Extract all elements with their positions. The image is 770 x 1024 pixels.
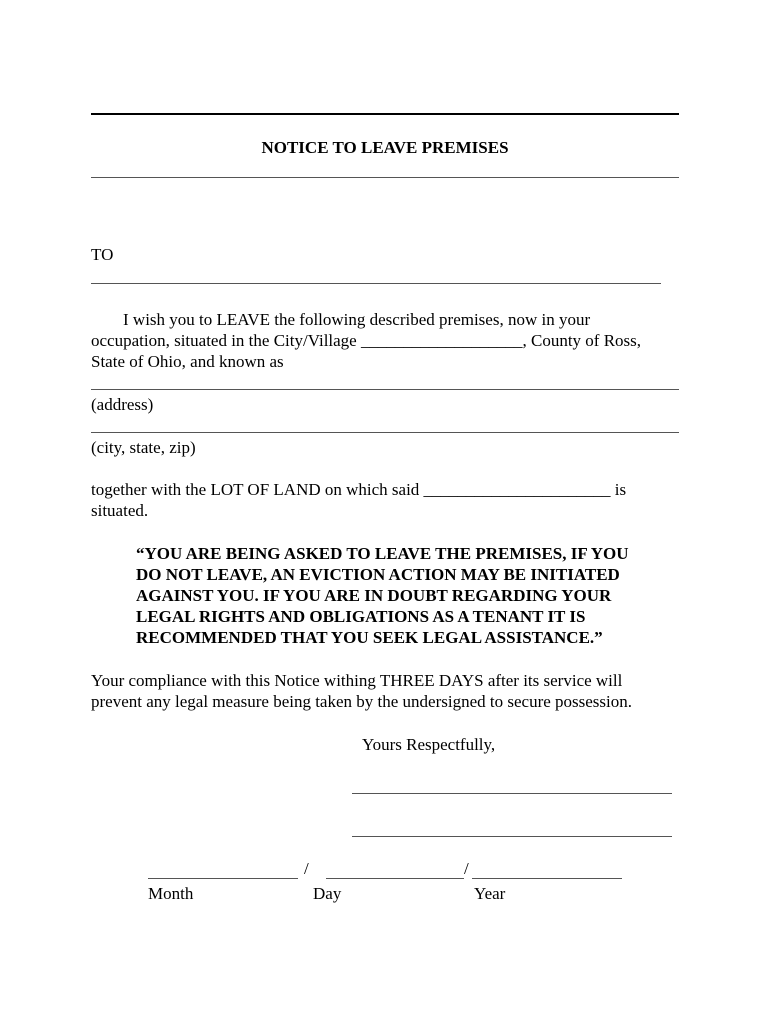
premises-line-2: occupation, situated in the City/Village ___________________, County of Ross, (91, 331, 642, 350)
compliance-line-1: Your compliance with this Notice withing THREE DAYS after its service will (91, 671, 623, 690)
day-label: Day (313, 884, 342, 903)
day-blank[interactable] (326, 878, 464, 879)
city-state-zip-label: (city, state, zip) (91, 438, 196, 457)
document-title: NOTICE TO LEAVE PREMISES (261, 138, 509, 157)
date-separator-2: / (464, 859, 469, 878)
title-underline (91, 177, 679, 178)
address-line[interactable] (91, 389, 679, 390)
lot-line-2: situated. (91, 501, 149, 520)
year-blank[interactable] (472, 878, 622, 879)
lot-line-1: together with the LOT OF LAND on which said ______________________ is (91, 480, 627, 499)
year-label: Year (474, 884, 506, 903)
address-label: (address) (91, 395, 154, 414)
warning-line-2: DO NOT LEAVE, AN EVICTION ACTION MAY BE INITIATED (136, 565, 620, 584)
premises-line-3: State of Ohio, and known as (91, 352, 284, 371)
to-name-line[interactable] (91, 283, 661, 284)
month-blank[interactable] (148, 878, 298, 879)
warning-line-1: “YOU ARE BEING ASKED TO LEAVE THE PREMISES, IF YOU (136, 544, 629, 563)
compliance-line-2: prevent any legal measure being taken by the undersigned to secure possession. (91, 692, 633, 711)
date-separator-1: / (304, 859, 309, 878)
month-label: Month (148, 884, 194, 903)
signature-line-1[interactable] (352, 793, 672, 794)
premises-line-1: I wish you to LEAVE the following described premises, now in your (123, 310, 591, 329)
city-state-zip-line[interactable] (91, 432, 679, 433)
signature-line-2[interactable] (352, 836, 672, 837)
top-rule (91, 113, 679, 115)
closing-salutation: Yours Respectfully, (362, 735, 496, 754)
warning-line-3: AGAINST YOU. IF YOU ARE IN DOUBT REGARDING YOUR (136, 586, 612, 605)
warning-line-4: LEGAL RIGHTS AND OBLIGATIONS AS A TENANT IT IS (136, 607, 586, 626)
to-label: TO (91, 245, 114, 264)
warning-line-5: RECOMMENDED THAT YOU SEEK LEGAL ASSISTANCE.” (136, 628, 603, 647)
